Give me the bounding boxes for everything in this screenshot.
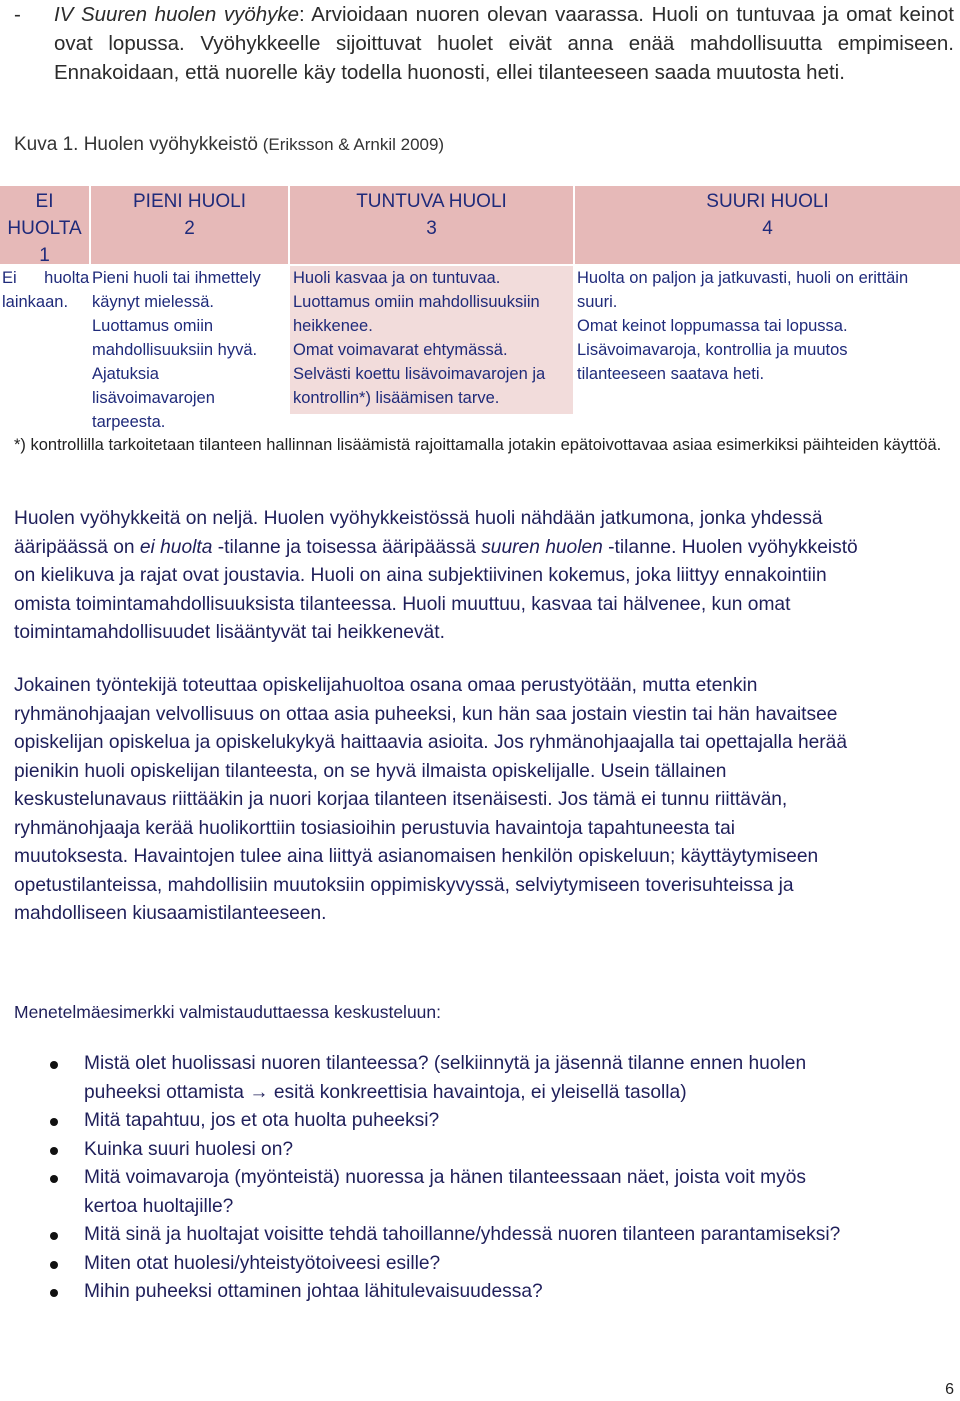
list-item-line: Kuinka suuri huolesi on?	[84, 1138, 294, 1160]
zone-header-3	[290, 186, 573, 264]
text-run: ääripäässä on	[14, 536, 140, 558]
zone-cell-3	[290, 266, 573, 414]
zone-header-line: PIENI HUOLI	[133, 191, 246, 212]
list-item-line: Miten otat huolesi/yhteistyötoiveesi esille?	[84, 1252, 441, 1274]
paragraph-line: Jokainen työntekijä toteuttaa opiskelijahuoltoa osana omaa perustyötään, mutta etenkin	[14, 675, 758, 696]
italic-term: suuren huolen	[481, 536, 603, 558]
zone-header-line: 2	[184, 218, 195, 239]
list-item-line: Mitä voimavaroja (myönteistä) nuoressa ja hänen tilanteessaan näet, joista voit myös	[84, 1167, 807, 1188]
figure-caption	[14, 134, 444, 156]
zone-cell-line: Ei huolta	[2, 269, 90, 287]
intro-lead-italic: IV Suuren huolen vyöhyke	[54, 3, 300, 26]
table-footnote: *) kontrollilla tarkoitetaan tilanteen hallinnan lisäämistä rajoittamalla jotakin epätoivottavaa asiaa esimerkiksi päihteiden käyttöä.	[14, 436, 942, 454]
list-item-line: Mitä tapahtuu, jos et ota huolta puheeksi?	[84, 1110, 440, 1131]
zone-cell-line: Ajatuksia	[92, 365, 159, 383]
zone-cell-line: Lisävoimavaroja, kontrollia ja muutos	[577, 341, 848, 359]
paragraph-line: opiskelijan opiskelua ja opiskelukykyä haittaavia asioita. Jos ryhmänohjaajalla tai opettajalla herää	[14, 732, 848, 753]
paragraph-line: on kielikuva ja rajat ovat joustavia. Huoli on aina subjektiivinen kokemus, joka liittyy ennakointiin	[14, 565, 827, 586]
bullet-dot	[50, 1175, 58, 1183]
zone-cell-line: mahdollisuuksiin hyvä.	[92, 341, 258, 359]
zone-cell-line: Luottamus omiin	[92, 317, 214, 335]
zone-cell-line: Pieni huoli tai ihmettely	[92, 269, 261, 287]
bullet-dot	[50, 1232, 58, 1240]
paragraph-line: ryhmänohjaaja kerää huolikorttiin tosiasioihin perustuvia havaintoja tapahtuneesta tai	[14, 817, 736, 839]
zone-header-line: TUNTUVA HUOLI	[356, 191, 507, 212]
zone-cell-4	[577, 266, 960, 386]
list-item	[14, 1164, 954, 1221]
zone-header-line: 1	[39, 245, 50, 266]
zone-header-1	[0, 186, 89, 264]
zone-cell-line: suuri.	[577, 293, 618, 311]
list-item	[14, 1050, 954, 1107]
zone-cell-line: Huoli kasvaa ja on tuntuvaa.	[293, 269, 501, 287]
list-item-line: kertoa huoltajille?	[84, 1195, 234, 1217]
methods-list	[14, 1050, 954, 1307]
paragraph-line: pienikin huoli opiskelijan tilanteesta, on se hyvä ilmaista opiskelijalle. Usein tällainen	[14, 760, 727, 782]
bullet-dot	[50, 1061, 58, 1069]
methods-title: Menetelmäesimerkki valmistauduttaessa keskusteluun:	[14, 1002, 441, 1022]
zone-cell-1	[2, 266, 90, 314]
bullet-dot	[50, 1289, 58, 1297]
list-item-line: Mitä sinä ja huoltajat voisitte tehdä tahoillanne/yhdessä nuoren tilanteen parantamiseksi?	[84, 1224, 841, 1245]
paragraph-group-supervisor	[14, 672, 948, 929]
paragraph-line	[14, 534, 948, 563]
zone-cell-line: heikkenee.	[293, 317, 373, 335]
list-item	[14, 1250, 954, 1279]
caption-label: Kuva 1. Huolen vyöhykkeistö	[14, 134, 258, 155]
zone-cell-line: Omat keinot loppumassa tai lopussa.	[577, 317, 848, 335]
page-number: 6	[945, 1381, 954, 1398]
zone-header-line: 3	[426, 218, 437, 239]
list-item	[14, 1107, 954, 1136]
zone-header-2	[91, 186, 288, 264]
list-item	[14, 1136, 954, 1165]
intro-paragraph	[14, 0, 954, 87]
zone-header-line: 4	[762, 218, 773, 239]
text-run: -tilanne. Huolen vyöhykkeistö	[602, 536, 858, 558]
list-item	[14, 1221, 954, 1250]
zone-cell-line: lainkaan.	[2, 293, 69, 311]
list-item	[14, 1278, 954, 1307]
bullet-dot	[50, 1261, 58, 1269]
paragraph-line: ryhmänohjaajan velvollisuus on ottaa asia puheeksi, kun hän saa jostain viestin tai hän havaitsee	[14, 703, 838, 725]
zone-cell-2	[92, 266, 288, 434]
paragraph-line: keskustelunavaus riittääkin ja nuori korjaa tilanteen itsenäisesti. Jos tämä ei tunnu riittävän,	[14, 789, 788, 810]
bullet-dot	[50, 1147, 58, 1155]
text-run: -tilanne ja toisessa ääripäässä	[212, 536, 482, 558]
intro-rest: : Arvioidaan nuoren olevan vaarassa. Huoli on tuntuvaa ja omat keinot ovat lopussa. Vyöhykkeelle sijoittuvat huolet eivät anna enää mahdollisuutta empimiseen. Ennakoidaan, että nuorelle käy todella huonosti, ellei tilanteeseen saada muutosta heti.	[54, 3, 954, 84]
zone-cell-line: Huolta on paljon ja jatkuvasti, huoli on erittäin	[577, 269, 909, 287]
intro-text	[54, 0, 954, 87]
zone-header-line: HUOLTA	[7, 218, 82, 239]
zone-header-line: EI	[35, 191, 54, 212]
bullet-dot	[50, 1118, 58, 1126]
list-item-line: Mistä olet huolissasi nuoren tilanteessa? (selkiinnytä ja jäsennä tilanne ennen huolen	[84, 1053, 807, 1074]
zone-cell-line: kontrollin*) lisäämisen tarve.	[293, 389, 500, 407]
paragraph-line: Huolen vyöhykkeitä on neljä. Huolen vyöhykkeistössä huoli nähdään jatkumona, jonka yhdessä	[14, 508, 823, 529]
paragraph-line: omista toimintamahdollisuuksista tilanteessa. Huoli muuttuu, kasvaa tai hälvenee, kun omat	[14, 593, 791, 615]
italic-term: ei huolta	[139, 536, 213, 558]
list-dash: -	[14, 3, 21, 26]
caption-source: (Eriksson & Arnkil 2009)	[257, 135, 445, 154]
zone-cell-line: tarpeesta.	[92, 413, 166, 431]
zone-cell-line: Luottamus omiin mahdollisuuksiin	[293, 293, 540, 311]
zone-header-4	[575, 186, 960, 264]
list-item-line: Mihin puheeksi ottaminen johtaa lähitulevaisuudessa?	[84, 1281, 543, 1302]
zone-header-line: SUURI HUOLI	[706, 191, 829, 212]
zone-cell-line: tilanteeseen saatava heti.	[577, 365, 765, 383]
zone-cell-line: lisävoimavarojen	[92, 389, 215, 407]
paragraph-line: muutoksesta. Havaintojen tulee aina liittyä asianomaisen henkilön opiskeluun; käyttäytymiseen	[14, 846, 819, 867]
paragraph-worry-zones	[14, 505, 948, 648]
zone-cell-line: käynyt mielessä.	[92, 293, 214, 311]
zone-cell-line: Selvästi koettu lisävoimavarojen ja	[293, 365, 546, 383]
list-item-line: puheeksi ottamista → esitä konkreettisia havaintoja, ei yleisellä tasolla)	[84, 1081, 687, 1103]
paragraph-line: mahdolliseen kiusaamistilanteeseen.	[14, 903, 327, 924]
paragraph-line: toimintamahdollisuudet lisääntyvät tai heikkenevät.	[14, 622, 445, 643]
zone-cell-line: Omat voimavarat ehtymässä.	[293, 341, 508, 359]
paragraph-line: opetustilanteissa, mahdollisiin muutoksiin oppimiskyvyssä, selviytymiseen toverisuhteissa ja	[14, 874, 794, 896]
